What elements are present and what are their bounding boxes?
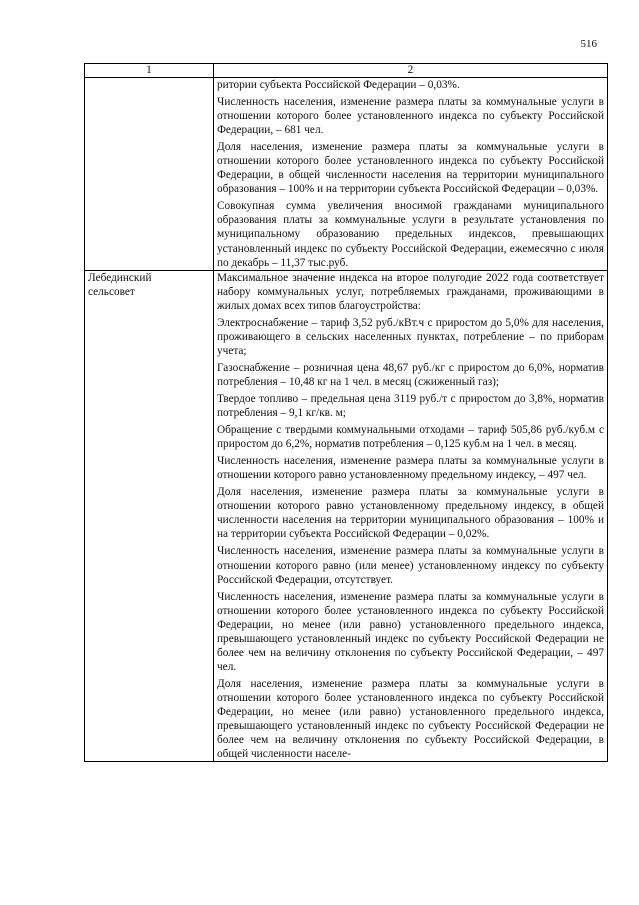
paragraph: Твердое топливо – предельная цена 3119 руб./т с приростом до 3,8%, норматив потребления – 9,1 кг/кв. м; xyxy=(217,392,604,420)
paragraph: Максимальное значение индекса на второе полугодие 2022 года соответствует набору коммунальных услуг, потребляемых гражданами, проживающими в жилых домах всех типов благоустройства: xyxy=(217,271,604,312)
paragraph: Совокупная сумма увеличения вносимой гражданами муниципального образования платы за коммунальные услуги в результате установления по муниципальному образованию предельных индексов, превышающих установленный индекс по субъекту Российской Федерации, ежемесячно с июля по декабрь – 11,37 тыс.руб. xyxy=(217,200,604,269)
table-row xyxy=(85,270,608,762)
paragraph: ритории субъекта Российской Федерации – 0,03%. xyxy=(217,79,460,91)
paragraph: Численность населения, изменение размера платы за коммунальные услуги в отношении которого более установленного индекса по субъекту Российской Федерации, но менее (или равно) установленного предельного индекса, превышающего установленный индекс по субъекту Российской Федерации не более чем на величину отклонения по субъекту Российской Федерации, – 497 чел. xyxy=(217,590,604,673)
paragraph: Численность населения, изменение размера платы за коммунальные услуги в отношении которого более установленного индекса по субъекту Российской Федерации, – 681 чел. xyxy=(217,96,604,137)
paragraph: Электроснабжение – тариф 3,52 руб./кВт.ч с приростом до 5,0% для населения, проживающего в сельских населенных пунктах, потребление – по приборам учета; xyxy=(217,316,604,357)
column-header-1: 1 xyxy=(85,64,214,78)
paragraph: Численность населения, изменение размера платы за коммунальные услуги в отношении которого равно (или менее) установленному индексу по субъекту Российской Федерации, отсутствует. xyxy=(217,545,604,586)
paragraph: Обращение с твердыми коммунальными отходами – тариф 505,86 руб./куб.м с приростом до 6,2%, норматив потребления – 0,125 куб.м на 1 чел. в месяц. xyxy=(217,424,604,451)
document-table xyxy=(84,63,608,762)
description-cell xyxy=(214,78,608,271)
table-row xyxy=(85,78,608,271)
municipality-cell xyxy=(85,270,214,762)
municipality-name-line: Лебединский xyxy=(88,271,152,284)
paragraph: Численность населения, изменение размера платы за коммунальные услуги в отношении которого равно установленному предельному индексу, – 497 чел. xyxy=(217,455,604,482)
paragraph: Доля населения, изменение размера платы за коммунальные услуги в отношении которого более установленного индекса по субъекту Российской Федерации, в общей численности населения на территории муниципального образования – 100% и на территории субъекта Российской Федерации – 0,03%. xyxy=(217,141,604,196)
paragraph: Доля населения, изменение размера платы за коммунальные услуги в отношении которого равно установленному предельному индексу, в общей численности населения на территории муниципального образования – 100% и на территории субъекта Российской Федерации – 0,02%. xyxy=(217,486,604,541)
municipality-name-line: сельсовет xyxy=(88,285,135,298)
paragraph: Газоснабжение – розничная цена 48,67 руб./кг с приростом до 6,0%, норматив потребления – 10,48 кг на 1 чел. в месяц (сжиженный газ); xyxy=(217,361,604,388)
column-header-2: 2 xyxy=(214,64,608,78)
page-number: 516 xyxy=(580,38,597,50)
table-header-row xyxy=(85,64,608,78)
description-cell xyxy=(214,270,608,762)
municipality-cell xyxy=(85,78,214,271)
paragraph: Доля населения, изменение размера платы за коммунальные услуги в отношении которого более установленного индекса по субъекту Российской Федерации, но менее (или равно) установленного предельного индекса, превышающего установленный индекс по субъекту Российской Федерации не более чем на величину отклонения по субъекту Российской Федерации, в общей численности населе- xyxy=(217,677,604,761)
